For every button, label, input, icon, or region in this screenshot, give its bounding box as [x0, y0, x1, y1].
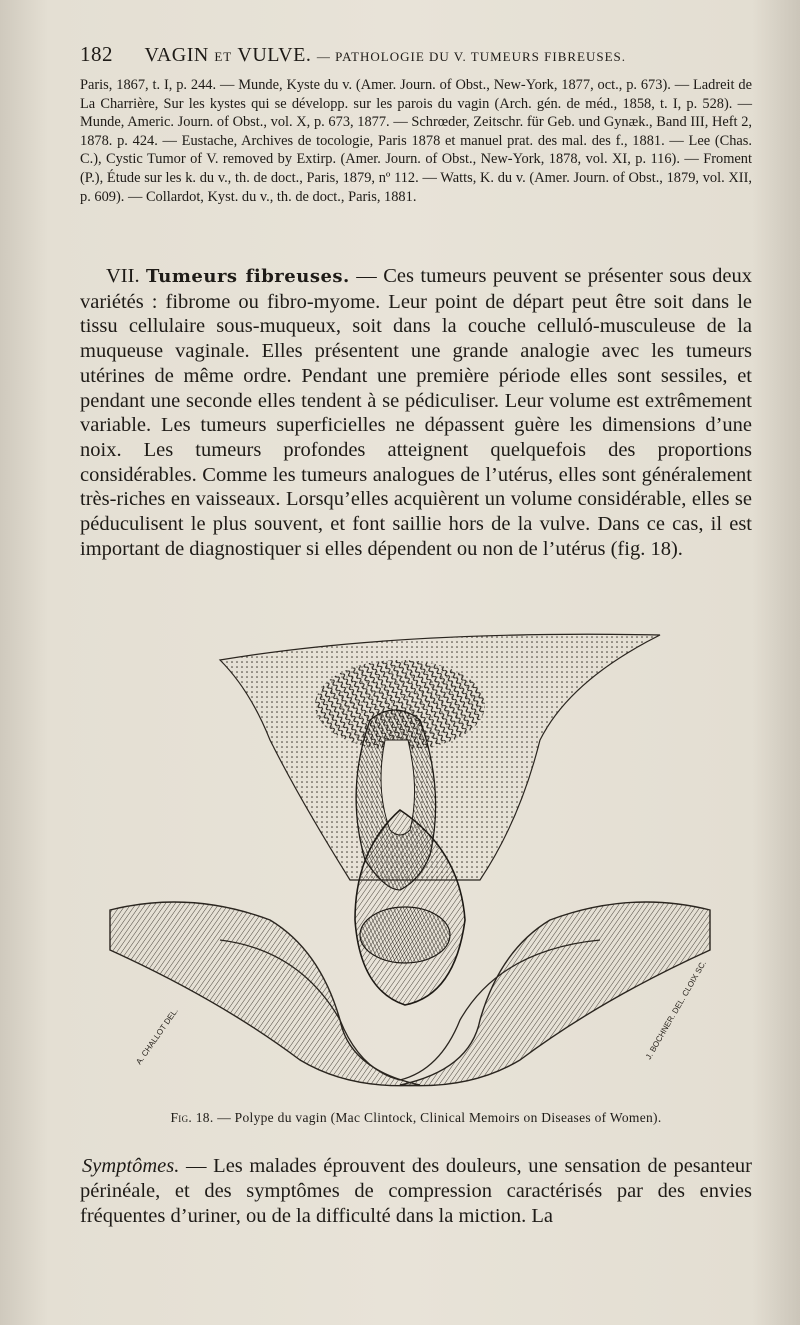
polyp-surface-shape: [360, 907, 450, 963]
section-heading: Tumeurs fibreuses.: [146, 266, 350, 287]
running-title: VAGIN ET VULVE. — PATHOLOGIE DU V. TUMEURS FIBREUSES.: [144, 44, 627, 66]
section-symptomes: [80, 1154, 752, 1229]
symptoms-text: — Les malades éprouvent des douleurs, une sensation de pesanteur périnéale, et des symptômes de compression caractérisés par des envies fréquentes d’uriner, ou de la difficulté dans la miction. La: [80, 1155, 752, 1227]
figure-caption-text: — Polype du vagin (Mac Clintock, Clinical Memoirs on Diseases of Women).: [217, 1110, 662, 1125]
section-tumeurs-fibreuses: [80, 264, 752, 561]
figure-label: Fig. 18.: [170, 1110, 214, 1125]
section-number: VII.: [106, 265, 140, 287]
page-number: 182: [80, 42, 113, 66]
engraving-illustration: [100, 620, 720, 1095]
figure-18-engraving: [100, 620, 720, 1095]
reference-paragraph: Paris, 1867, t. I, p. 244. — Munde, Kyste du v. (Amer. Journ. of Obst., New-York, 1877, oct., p. 673). — Ladreit de La Charrière, Sur les kystes qui se développ. sur les parois du vagin (Arch. gén. de méd., 1858, t. I, p. 528). — Munde, Americ. Journ. of Obst., vol. X, p. 673, 1877. — Schrœder, Zeitschr. für Geb. und Gynæk., Band III, Heft 2, 1878. p. 424. — Eustache, Archives de tocologie, Paris 1878 et manuel prat. des mal. des f., 1881. — Lee (Chas. C.), Cystic Tumor of V. removed by Extirp. (Amer. Journ. of Obst., New-York, 1878, vol. XI, p. 116). — Froment (P.), Étude sur les k. du v., th. de doct., Paris, 1879, nº 112. — Watts, K. du v. (Amer. Journ. of Obst., 1879, vol. XII, p. 609). — Collardot, Kyst. du v., th. de doct., Paris, 1881.: [80, 77, 752, 205]
engraver-left-signature: A. CHALLOT DEL.: [134, 1006, 180, 1067]
engraver-right-signature: J. BOCHNER. DEL. CLOIX SC.: [643, 959, 708, 1061]
running-section: — PATHOLOGIE DU V. TUMEURS FIBREUSES.: [316, 49, 627, 64]
running-header: [80, 42, 760, 67]
symptoms-heading: Symptômes.: [82, 1155, 180, 1177]
bibliography-references: [80, 76, 752, 206]
section-text: — Ces tumeurs peuvent se présenter sous deux variétés : fibrome ou fibro-myome. Leur point de départ peut être soit dans le tissu cellulaire sous-muqueux, soit dans la couche celluló-musculeuse de la muqueuse vaginale. Elles présentent une grande analogie avec les tumeurs utérines de même ordre. Pendant une première période elles sont sessiles, et pendant une seconde elles tendent à se pédiculiser. Leur volume est extrêmement variable. Les tumeurs superficielles ne dépassent guère les dimensions d’une noix. Les tumeurs profondes atteignent quelquefois des proportions considérables. Comme les tumeurs analogues de l’utérus, elles sont généralement très-riches en vaisseaux. Lorsqu’elles acquièrent un volume considérable, elles se péduculisent le plus souvent, et font saillie hors de la vulve. Dans ce cas, il est important de diagnostiquer si elles dépendent ou non de l’utérus (fig. 18).: [80, 265, 752, 560]
figure-caption: [80, 1110, 752, 1126]
